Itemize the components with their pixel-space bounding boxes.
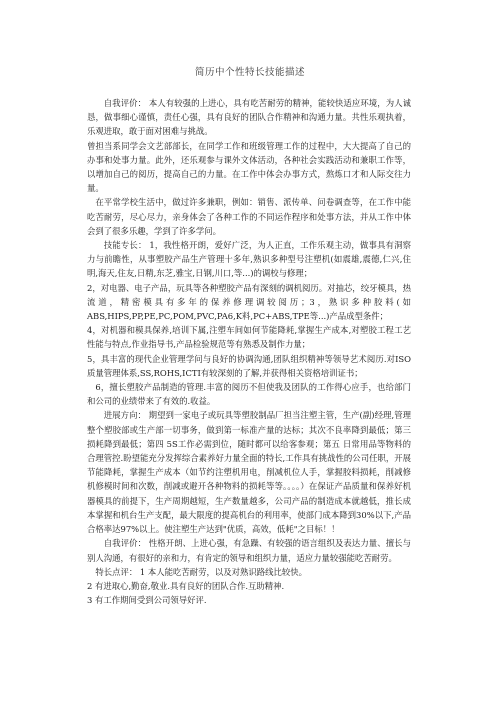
paragraph-skills-1: 技能专长： 1，我性格开朗，爱好广泛，为人正直，工作乐观主动，做事具有洞察力与前瞻性，从事塑胶产品生产管理十多年,熟识多种型号注塑机(如震雄,震德,仁兴,住明,海天,住友,日精,东芝,雅宝,日钢,川口,等...)的调校与修理； (87, 240, 411, 279)
paragraph-skills-4: 4，对机器和模具保养,培训下属,注塑车间如何节能降耗,掌握生产成本,对塑胶工程工艺性能与特点,作业指导书,产品检验规范等有熟悉及制作力量； (87, 325, 411, 350)
paragraph-student-union: 曾担当系同学会文艺部部长，在同学工作和班级管理工作的过程中，大大提高了自己的办事和处事力量。此外，还乐观参与课外文体活动，各种社会实践活动和兼职工作等，以增加自己的阅历，提高自己的力量。在工作中体会办事方式，熬炼口才和人际交往力量。 (87, 140, 411, 194)
paragraph-skills-5: 5，具丰富的现代企业管理学问与良好的协调沟通,团队组织精神等领导艺术阅历.对ISO质量管理体系,SS,ROHS,ICTI有较深刻的了解,并获得相关资格培训证书； (87, 353, 411, 378)
paragraph-skills-2: 2，对电器、电子产品，玩具等各种塑胶产品有深刻的调机阅历。对抽芯，绞牙模具，热流道，精密模具有多年的保养修理调较阅历；3，熟识多种胶料(如ABS,HIPS,PP,PE,PC,POM,PVC,PA6,K料,PC+ABS,TPE等...)产品成型条件； (87, 282, 411, 322)
paragraph-self-evaluation-2: 自我评价： 性格开朗、上进心强，有急躁、有较强的语言组织及表达力量、擅长与别人沟通，有很好的亲和力，有肯定的领导和组织力量，适应力量较强能吃苦耐劳。 (87, 538, 411, 563)
paragraph-career-direction: 进展方向： 期望到一家电子或玩具等塑胶制品厂担当注塑主管，生产(副)经理,管理整个塑胶部或生产部一切事务，做到第一标准产量的达标；其次不良率降到最低；第三 损耗降到最低；第四 5S工作必需到位，随时都可以给客参观；第五 日常用品等物料的合理管控.盼望能充分发挥综合素养好力量全面的特长,工作具有挑战性的公司任职，开展节能降耗，掌握生产成本（如节约注塑机用电，削减机位人手，掌握胶料损耗，削减修机修模时间和次数，削减或避开各种物料的损耗等等。。。。）在保证产品质量和保养好机器模具的前提下，生产周期越短，生产数量越多，公司产品的制造成本就越低，推长成本掌握和机台生产支配，最大限度的提高机台的利用率，使部门成本降到30%以下,产品合格率达97%以上。使注塑生产达到"优质，高效，低耗"之目标！！ (87, 410, 411, 535)
paragraph-self-evaluation: 自我评价： 本人有较强的上进心，具有吃苦耐劳的精神，能较快适应环境，为人诚恳，做事细心谨慎，责任心强，具有良好的团队合作精神和沟通力量。共性乐观执着，乐观进取，敢于面对困难与挑战。 (87, 98, 411, 137)
document-body (87, 96, 411, 607)
paragraph-strengths-3: 3 有工作期间受到公司领导好评. (87, 595, 207, 606)
paragraph-part-time-jobs: 在平常学校生活中，做过许多兼职，例如：销售、派传单、问卷调查等，在工作中能吃苦耐劳，尽心尽力，亲身体会了各种工作的不同运作程序和处事方法，并从工作中体会到了很多乐趣，学到了许多学问。 (87, 197, 411, 236)
paragraph-skills-6: 6，擅长塑胶产品制造的管理.丰富的阅历不但使我及团队的工作得心应手，也给部门和公司的业绩带来了有效的.收益。 (87, 382, 411, 407)
paragraph-strengths-1: 特长点评： 1 本人能吃苦耐劳，以及对熟识路线比较快。 (95, 566, 308, 577)
paragraph-strengths-2: 2 有进取心,勤奋,敬业.具有良好的团队合作.互助精神. (87, 580, 285, 591)
document-title: 简历中个性特长技能描述 (194, 67, 305, 78)
